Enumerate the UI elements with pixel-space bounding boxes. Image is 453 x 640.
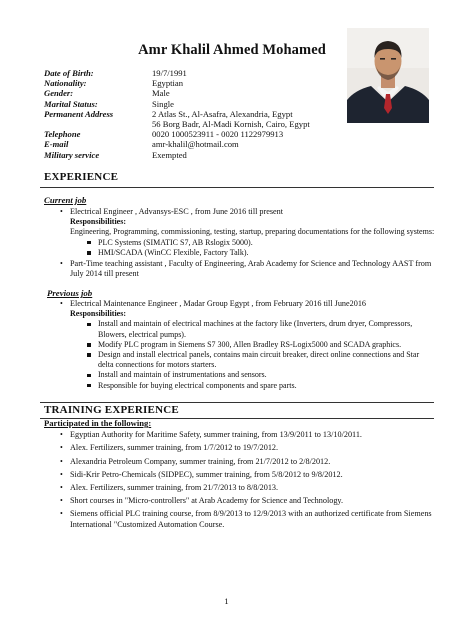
training-item: • Sidi-Krir Petro-Chemicals (SIDPEC), summer training, from 5/8/2012 to 9/8/2012. (44, 470, 436, 480)
info-value: amr-khalil@hotmail.com (152, 139, 239, 150)
resp-item: Responsible for buying electrical components and spare parts. (44, 381, 436, 391)
training-item: • Short courses in "Micro-controllers" at Arab Academy for Science and Technology. (44, 496, 436, 506)
info-key: E-mail (44, 139, 69, 150)
previous-job-label: Previous job (47, 288, 93, 298)
system-item: PLC Systems (SIMATIC S7, AB Rslogix 5000). (44, 238, 436, 248)
experience-title: EXPERIENCE (44, 171, 119, 183)
info-key: Date of Birth: (44, 68, 94, 78)
resp-item: Install and maintain of electrical machines at the factory like (Inverters, drum dryer, Compressors, Blowers, electrical pumps). (44, 319, 436, 339)
info-value: Egyptian (152, 78, 184, 89)
info-value: 19/7/1991 (152, 68, 187, 78)
training-block (44, 418, 436, 530)
current-resp-label: Responsibilities: (70, 217, 127, 227)
info-key (44, 119, 152, 129)
info-key: Military service (44, 149, 100, 160)
info-key: Nationality: (44, 78, 87, 89)
training-item: • Alex. Fertilizers, summer training, from 21/7/2013 to 8/8/2013. (44, 483, 436, 493)
info-row (44, 88, 344, 98)
info-row (44, 109, 344, 119)
info-value: 0020 1000523911 - 0020 1122979913 (152, 129, 284, 140)
info-key: Telephone (44, 129, 81, 140)
info-key: Permanent Address (44, 108, 114, 119)
info-row (44, 68, 344, 78)
previous-job-block (44, 299, 436, 391)
training-item: • Alexandria Petroleum Company, summer training, from 21/7/2012 to 2/8/2012. (44, 457, 436, 467)
previous-resp-label: Responsibilities: (70, 309, 127, 319)
info-row (44, 139, 344, 149)
training-item: • Egyptian Authority for Maritime Safety, summer training, from 13/9/2011 to 13/10/2011. (44, 430, 436, 440)
training-top-rule (40, 402, 434, 403)
participated-label: Participated in the following: (44, 418, 152, 428)
info-value: Single (152, 98, 174, 109)
page-number: 1 (224, 596, 229, 606)
profile-photo (347, 28, 429, 123)
training-item: • Alex. Fertilizers, summer training, from 1/7/2012 to 19/7/2012. (44, 443, 436, 453)
info-row (44, 119, 344, 129)
training-item: • Siemens official PLC training course, from 8/9/2013 to 12/9/2013 with an authorized certificate from Siemens International "Customized Automation Course. (44, 509, 436, 529)
part-time-job: • Part-Time teaching assistant , Faculty of Engineering, Arab Academy for Science and Technology AAST from July 2014 till present (44, 259, 436, 279)
info-value: 56 Borg Badr, Al-Madi Kornish, Cairo, Egypt (152, 119, 310, 130)
info-value: Male (152, 88, 170, 99)
experience-rule (40, 187, 434, 188)
info-row (44, 99, 344, 109)
resp-item: Install and maintain of instrumentations and sensors. (44, 370, 436, 380)
current-job-title: • Electrical Engineer , Advansys-ESC , from June 2016 till present (44, 207, 436, 217)
cv-name: Amr Khalil Ahmed Mohamed (138, 42, 326, 58)
info-row (44, 150, 344, 160)
resp-item: Design and install electrical panels, contains main circuit breaker, direct online connections and Star delta connections for motors starters. (44, 350, 436, 370)
personal-info (44, 68, 344, 160)
info-row (44, 78, 344, 88)
info-value: 2 Atlas St., Al-Asafra, Alexandria, Egypt (152, 108, 293, 119)
current-job-label: Current job (44, 195, 87, 205)
previous-job-title: • Electrical Maintenance Engineer , Madar Group Egypt , from February 2016 till June2016 (44, 299, 436, 309)
info-key: Gender: (44, 88, 74, 99)
current-job-block (44, 207, 436, 279)
training-title: TRAINING EXPERIENCE (44, 404, 179, 416)
info-row (44, 129, 344, 139)
system-item: HMI/SCADA (WinCC Flexible, Factory Talk). (44, 248, 436, 258)
info-value: Exempted (152, 149, 187, 160)
info-key: Marital Status: (44, 98, 98, 109)
resp-item: Modify PLC program in Siemens S7 300, Allen Bradley RS-Logix5000 and SCADA graphics. (44, 340, 436, 350)
current-resp-text: Engineering, Programming, commissioning, testing, startup, preparing documentations for the following systems: (70, 227, 435, 237)
portrait-illustration (347, 28, 429, 123)
